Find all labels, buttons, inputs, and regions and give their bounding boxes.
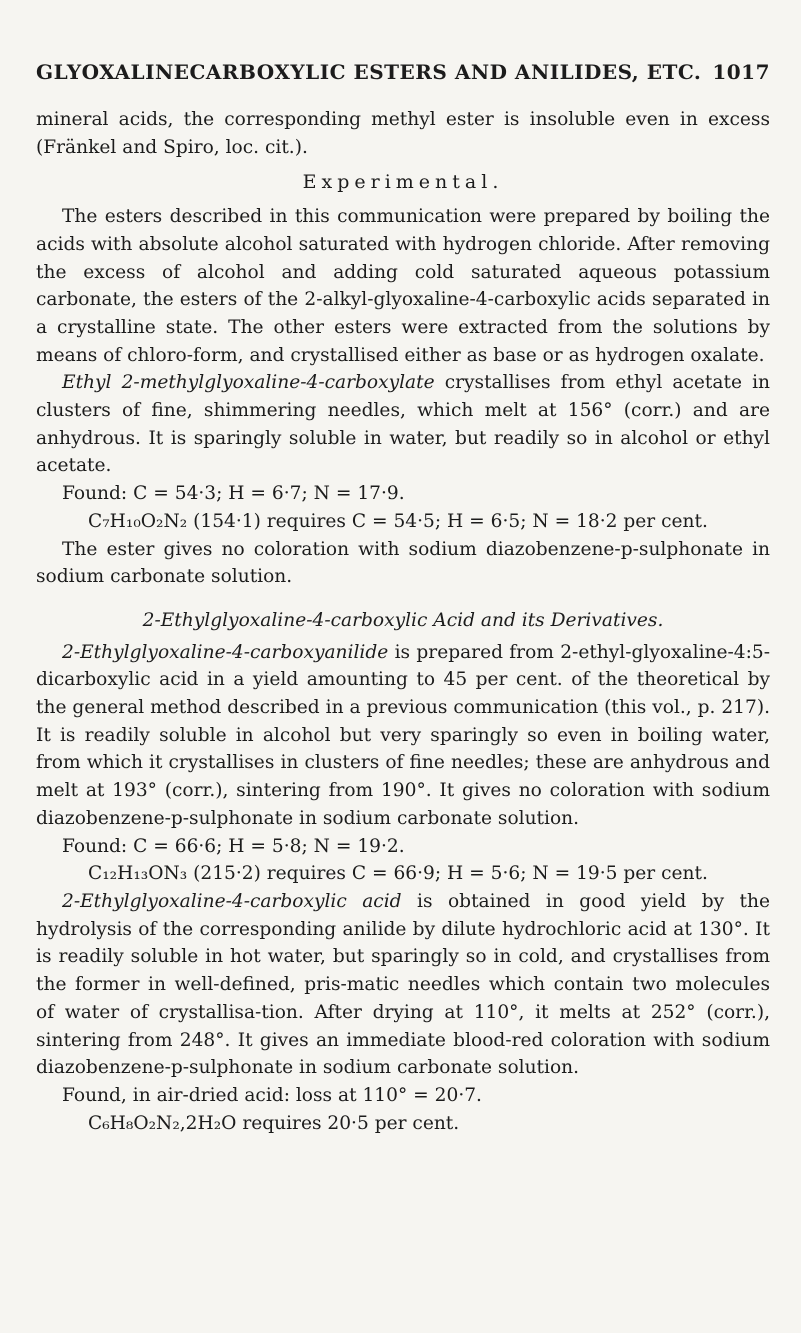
compound-name: 2-Ethylglyoxaline-4-carboxyanilide	[62, 641, 389, 663]
anilide-paragraph	[36, 639, 770, 833]
acid-paragraph	[36, 888, 770, 1082]
required-analysis-3: C₆H₈O₂N₂,2H₂O requires 20·5 per cent.	[88, 1112, 460, 1134]
methods-paragraph: The esters described in this communication were prepared by boiling the acids with absolute alcohol saturated with hydrogen chloride. After removing the excess of alcohol and adding cold saturated aqueous potassium carbonate, the esters of the 2-alkyl-glyoxaline-4-carboxylic acids separated in a crystalline state. The other esters were extracted from the solutions by means of chloro-form, and crystallised either as base or as hydrogen oxalate.	[36, 206, 770, 366]
compound-name: 2-Ethylglyoxaline-4-carboxylic acid	[62, 890, 402, 912]
required-analysis-2: C₁₂H₁₃ON₃ (215·2) requires C = 66·9; H = 5·6; N = 19·5 per cent.	[88, 863, 708, 885]
experimental-heading: Experimental.	[302, 171, 504, 194]
found-analysis-2: Found: C = 66·6; H = 5·8; N = 19·2.	[62, 835, 405, 857]
found-analysis-1: Found: C = 54·3; H = 6·7; N = 17·9.	[62, 483, 405, 505]
intro-paragraph: mineral acids, the corresponding methyl ester is insoluble even in excess (Fränkel and Spiro, loc. cit.).	[36, 109, 770, 158]
section-heading: 2-Ethylglyoxaline-4-carboxylic Acid and its Derivatives.	[142, 609, 664, 631]
article-body	[36, 106, 770, 1137]
running-title: GLYOXALINECARBOXYLIC ESTERS AND ANILIDES, ETC.	[36, 60, 702, 84]
anilide-description: is prepared from 2-ethyl-glyoxaline-4:5-dicarboxylic acid in a yield amounting to 45 per cent. of the theoretical by the general method described in a previous communication (this vol., p. 217). It is readily soluble in alcohol but very sparingly so even in boiling water, from which it crystallises in clusters of fine needles; these are anhydrous and melt at 193° (corr.), sintering from 190°. It gives no coloration with sodium diazobenzene-p-sulphonate in sodium carbonate solution.	[36, 641, 770, 829]
compound-name: Ethyl 2-methylglyoxaline-4-carboxylate	[62, 372, 435, 394]
ester-paragraph	[36, 369, 770, 480]
required-analysis-1: C₇H₁₀O₂N₂ (154·1) requires C = 54·5; H = 6·5; N = 18·2 per cent.	[88, 510, 708, 532]
coloration-paragraph: The ester gives no coloration with sodium diazobenzene-p-sulphonate in sodium carbonate solution.	[36, 538, 770, 588]
page-number: 1017	[712, 60, 770, 84]
found-analysis-3: Found, in air-dried acid: loss at 110° = 20·7.	[62, 1084, 482, 1106]
page-header	[36, 60, 770, 84]
acid-description: is obtained in good yield by the hydrolysis of the corresponding anilide by dilute hydrochloric acid at 130°. It is readily soluble in hot water, but sparingly so in cold, and crystallises from the former in well-defined, pris-matic needles which contain two molecules of water of crystallisa-tion. After drying at 110°, it melts at 252° (corr.), sintering from 248°. It gives an immediate blood-red coloration with sodium diazobenzene-p-sulphonate in sodium carbonate solution.	[36, 890, 771, 1079]
ester-description: crystallises from ethyl acetate in clusters of fine, shimmering needles, which melt at 156° (corr.) and are anhydrous. It is sparingly soluble in water, but readily so in alcohol or ethyl acetate.	[36, 372, 770, 477]
